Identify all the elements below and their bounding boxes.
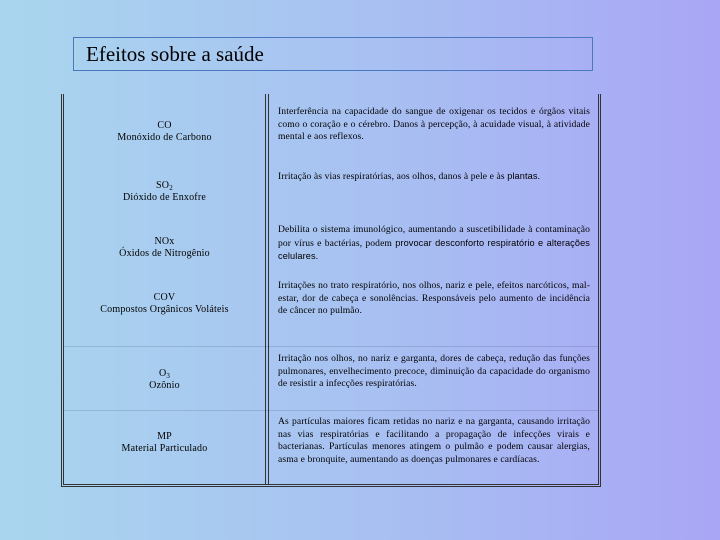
pollutant-code: CO: [157, 120, 172, 131]
pollutant-code: $SO_2$: [156, 180, 173, 192]
pollutant-cell-so2: [64, 180, 265, 204]
pollutant-cell-co: [64, 120, 265, 144]
pollutant-name: Material Particulado: [121, 443, 208, 454]
pollutant-name: Monóxido de Carbono: [117, 132, 212, 143]
pollutant-name: Compostos Orgânicos Voláteis: [100, 304, 229, 315]
pollutant-cell-cov: [64, 292, 265, 316]
pollutant-code: NOx: [154, 236, 175, 247]
effect-cell-cov: Irritações no trato respiratório, nos olhos, nariz e pele, efeitos narcóticos, mal-estar, dor de cabeça e sonolências. Responsáveis pelo aumento de incidência de câncer no pulmão.: [278, 280, 590, 317]
pollutant-cell-mp: [64, 431, 265, 455]
slide-title: Efeitos sobre a saúde: [86, 42, 264, 66]
pollutant-name: Óxidos de Nitrogênio: [119, 248, 210, 259]
title-box: [73, 37, 593, 71]
pollutant-code: MP: [157, 431, 172, 442]
effect-cell-nox: Debilita o sistema imunológico, aumentando a suscetibilidade à contaminação por vírus e bactérias, podem provocar desconforto respiratório e alterações celulares.: [278, 224, 590, 262]
row-separator: [64, 410, 598, 411]
pollutant-name: Dióxido de Enxofre: [122, 192, 207, 203]
effect-cell-co: Interferência na capacidade do sangue de oxigenar os tecidos e órgãos vitais como o coração e o cérebro. Danos à percepção, à acuidade visual, à atividade mental e aos reflexos.: [278, 106, 590, 143]
pollutant-code: COV: [153, 292, 176, 303]
column-divider: [265, 94, 269, 484]
pollutant-name: Ozônio: [149, 380, 180, 391]
effect-cell-o3: Irritação nos olhos, no nariz e garganta, dores de cabeça, redução das funções pulmonares, envelhecimento precoce, diminuição da capacidade do organismo de resistir a infecções respiratórias.: [278, 353, 590, 390]
pollutant-cell-o3: [64, 368, 265, 392]
health-effects-table: [61, 94, 601, 487]
pollutant-cell-nox: [64, 236, 265, 260]
pollutant-code: $O_3$: [158, 368, 171, 380]
effect-cell-so2: Irritação às vias respiratórias, aos olhos, danos à pele e às plantas.: [278, 171, 541, 182]
effect-cell-mp: As partículas maiores ficam retidas no nariz e na garganta, causando irritação nas vias respiratórias e facilitando a propagação de infecções virais e bacterianas. Partículas menores atingem o pulmão e podem causar alergias, asma e bronquite, aumentando as doenças pulmonares e cardíacas.: [278, 416, 590, 466]
row-separator: [64, 346, 598, 347]
